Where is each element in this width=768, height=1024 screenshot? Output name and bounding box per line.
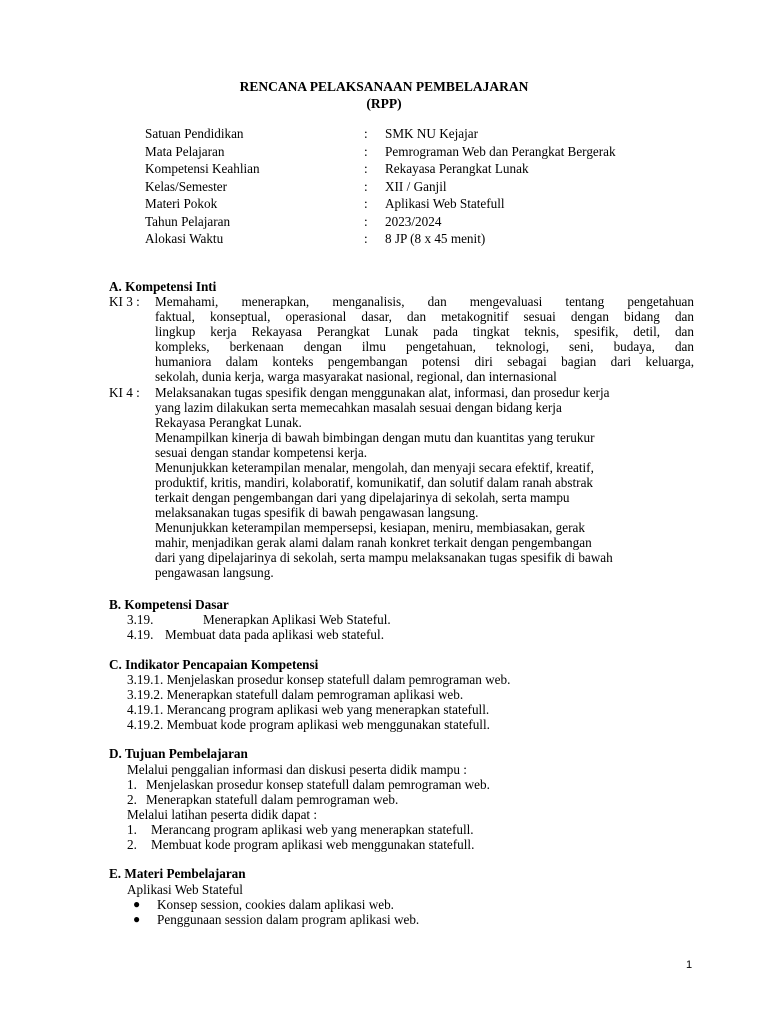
goal-text: Membuat kode program aplikasi web menggunakan statefull.	[151, 837, 475, 852]
ki4-line: Menunjukkan keterampilan mempersepsi, kesiapan, meniru, membiasakan, gerak	[155, 520, 585, 535]
document-title: RENCANA PELAKSANAAN PEMBELAJARAN	[239, 79, 529, 94]
identity-label: Kompetensi Keahlian	[145, 161, 260, 176]
kd-number: 4.19.	[127, 627, 154, 642]
ki3-line: faktual, konseptual, operasional dasar, dan metakognitif sesuai dengan bidang dan	[155, 309, 694, 324]
goal-intro: Melalui latihan peserta didik dapat :	[127, 807, 318, 822]
ki4-line: Menampilkan kinerja di bawah bimbingan dengan mutu dan kuantitas yang terukur	[155, 430, 595, 445]
ki4-line: Menunjukkan keterampilan menalar, mengolah, dan menyaji secara efektif, kreatif,	[155, 460, 594, 475]
identity-row	[145, 196, 705, 213]
ki3-line: humaniora dalam konteks pengembangan potensi diri sebagai bagian dari keluarga,	[155, 354, 694, 369]
identity-colon: :	[364, 214, 368, 229]
material-item: Penggunaan session dalam program aplikasi web.	[157, 912, 420, 927]
identity-colon: :	[364, 231, 368, 246]
identity-colon: :	[364, 161, 368, 176]
section-d-heading: D. Tujuan Pembelajaran	[109, 746, 248, 761]
ki4-line: pengawasan langsung.	[155, 565, 274, 580]
page-number: 1	[686, 959, 693, 971]
ki3-line: sekolah, dunia kerja, warga masyarakat nasional, regional, dan internasional	[155, 369, 557, 384]
goal-number: 1.	[127, 822, 137, 837]
identity-value: 2023/2024	[385, 214, 442, 229]
ki3-line: Memahami, menerapkan, menganalisis, dan mengevaluasi tentang pengetahuan	[155, 294, 694, 309]
identity-label: Tahun Pelajaran	[145, 214, 231, 229]
goal-number: 2.	[127, 792, 137, 807]
identity-label: Materi Pokok	[145, 196, 218, 211]
goal-text: Merancang program aplikasi web yang menerapkan statefull.	[151, 822, 474, 837]
material-item: Konsep session, cookies dalam aplikasi web.	[157, 897, 394, 912]
identity-row	[145, 179, 705, 196]
identity-label: Alokasi Waktu	[145, 231, 224, 246]
ki4-line: Rekayasa Perangkat Lunak.	[155, 415, 302, 430]
indicator-item: 4.19.2. Membuat kode program aplikasi web menggunakan statefull.	[127, 717, 490, 732]
ki4-line: dari yang dipelajarinya di sekolah, serta mampu melaksanakan tugas spesifik di bawah	[155, 550, 613, 565]
identity-value: SMK NU Kejajar	[385, 126, 479, 141]
ki4-line: Melaksanakan tugas spesifik dengan menggunakan alat, informasi, dan prosedur kerja	[155, 385, 610, 400]
goal-text: Menerapkan statefull dalam pemrograman web.	[146, 792, 399, 807]
identity-row	[145, 126, 705, 143]
kd-text: Menerapkan Aplikasi Web Stateful.	[203, 612, 391, 627]
indicator-item: 3.19.1. Menjelaskan prosedur konsep statefull dalam pemrograman web.	[127, 672, 511, 687]
ki4-line: melaksanakan tugas spesifik di bawah pengawasan langsung.	[155, 505, 479, 520]
bullet-icon: ●	[133, 897, 141, 911]
goal-number: 2.	[127, 837, 137, 852]
identity-row	[145, 231, 705, 248]
ki4-text	[155, 385, 694, 580]
indicator-item: 3.19.2. Menerapkan statefull dalam pemrograman aplikasi web.	[127, 687, 464, 702]
ki4-line: mahir, menjadikan gerak alami dalam ranah konkret terkait dengan pengembangan	[155, 535, 592, 550]
section-e-heading: E. Materi Pembelajaran	[109, 866, 246, 881]
kd-number: 3.19.	[127, 612, 154, 627]
identity-value: 8 JP (8 x 45 menit)	[385, 231, 486, 246]
ki3-line: lingkup kerja Rekayasa Perangkat Lunak pada tingkat teknis, spesifik, detil, dan	[155, 324, 694, 339]
identity-value: Aplikasi Web Statefull	[385, 196, 505, 211]
identity-row	[145, 144, 705, 161]
material-intro: Aplikasi Web Stateful	[127, 882, 243, 897]
identity-row	[145, 214, 705, 231]
bullet-icon: ●	[133, 912, 141, 926]
goal-intro: Melalui penggalian informasi dan diskusi peserta didik mampu :	[127, 762, 467, 777]
indicator-item: 4.19.1. Merancang program aplikasi web yang menerapkan statefull.	[127, 702, 490, 717]
document-subtitle: (RPP)	[366, 96, 402, 111]
identity-label: Kelas/Semester	[145, 179, 228, 194]
ki3-line: kompleks, berkenaan dengan ilmu pengetahuan, teknologi, seni, budaya, dan	[155, 339, 694, 354]
section-a-heading: A. Kompetensi Inti	[109, 279, 217, 294]
ki3-label: KI 3 :	[109, 294, 140, 309]
identity-colon: :	[364, 144, 368, 159]
identity-value: Rekayasa Perangkat Lunak	[385, 161, 529, 176]
goal-text: Menjelaskan prosedur konsep statefull dalam pemrograman web.	[146, 777, 490, 792]
kd-text: Membuat data pada aplikasi web stateful.	[165, 627, 384, 642]
ki3-text	[155, 294, 694, 384]
section-b-heading: B. Kompetensi Dasar	[109, 597, 229, 612]
identity-label: Satuan Pendidikan	[145, 126, 244, 141]
goal-number: 1.	[127, 777, 137, 792]
identity-value: Pemrograman Web dan Perangkat Bergerak	[385, 144, 616, 159]
ki4-label: KI 4 :	[109, 385, 140, 400]
ki4-line: produktif, kritis, mandiri, kolaboratif, komunikatif, dan solutif dalam ranah abstrak	[155, 475, 594, 490]
identity-colon: :	[364, 179, 368, 194]
identity-colon: :	[364, 196, 368, 211]
identity-label: Mata Pelajaran	[145, 144, 225, 159]
ki4-line: yang lazim dilakukan serta memecahkan masalah sesuai dengan bidang kerja	[155, 400, 562, 415]
section-c-heading: C. Indikator Pencapaian Kompetensi	[109, 657, 319, 672]
ki4-line: terkait dengan pengembangan dari yang dipelajarinya di sekolah, serta mampu	[155, 490, 570, 505]
identity-colon: :	[364, 126, 368, 141]
identity-row	[145, 161, 705, 178]
ki4-line: sesuai dengan standar kompetensi kerja.	[155, 445, 368, 460]
identity-value: XII / Ganjil	[385, 179, 447, 194]
